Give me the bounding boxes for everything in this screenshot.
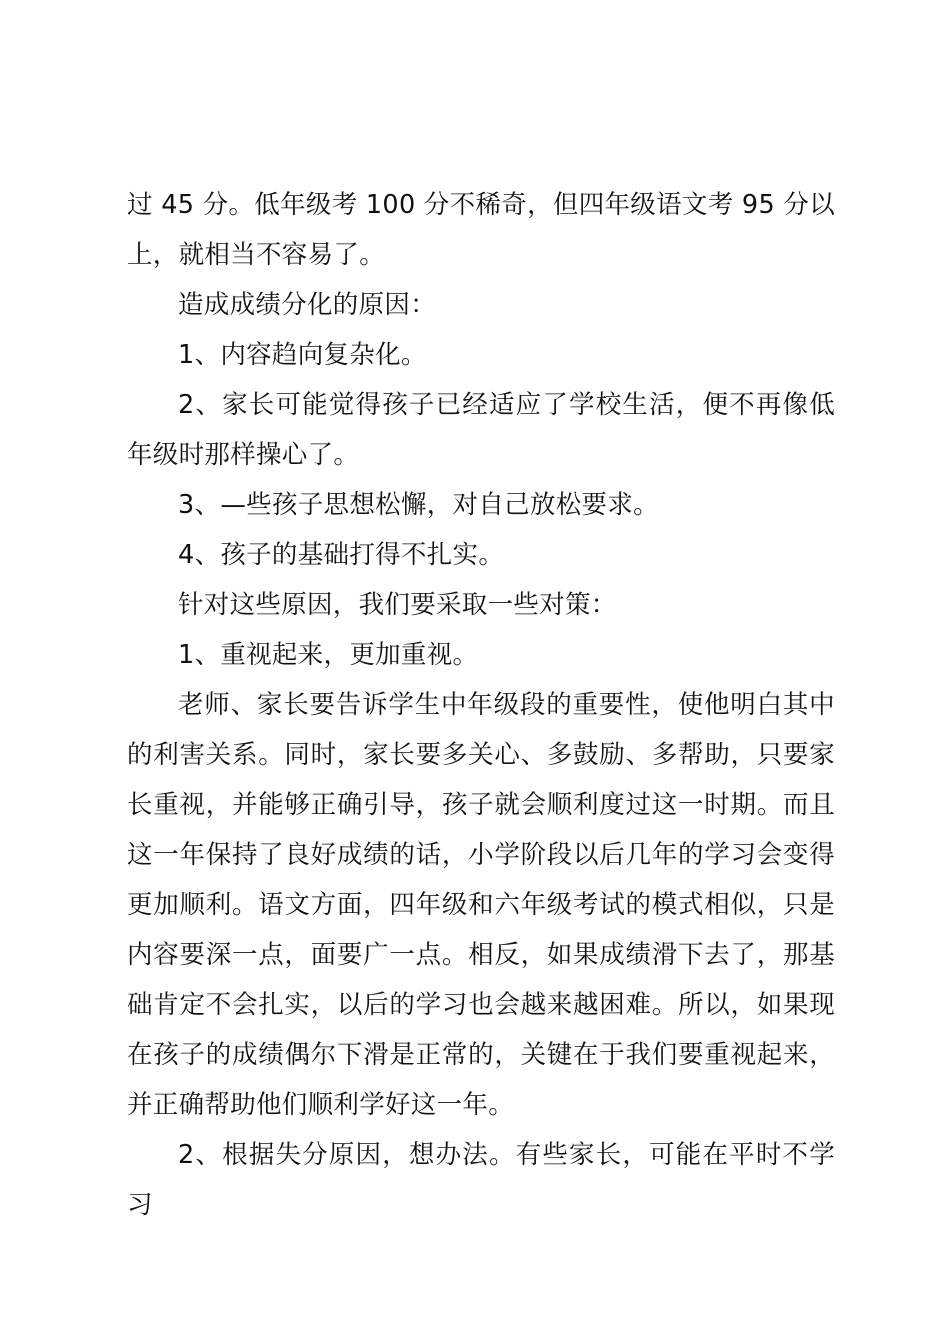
- document-body: [127, 180, 835, 1230]
- paragraph-measures-heading: 针对这些原因，我们要采取一些对策：: [178, 590, 617, 620]
- paragraph-measure-1: 1、重视起来，更加重视。: [178, 640, 479, 670]
- paragraph-cause-3: 3、—些孩子思想松懈，对自己放松要求。: [178, 490, 659, 520]
- paragraph-continuation: 过 45 分。低年级考 100 分不稀奇，但四年级语文考 95 分以上，就相当不容易了。: [127, 190, 835, 270]
- paragraph-cause-4: 4、孩子的基础打得不扎实。: [178, 540, 505, 570]
- paragraph-cause-1: 1、内容趋向复杂化。: [178, 340, 427, 370]
- paragraph-cause-2: 2、家长可能觉得孩子已经适应了学校生活，便不再像低年级时那样操心了。: [127, 390, 835, 470]
- paragraph-measure-1-detail: 老师、家长要告诉学生中年级段的重要性，使他明白其中的利害关系。同时，家长要多关心、多鼓励、多帮助，只要家长重视，并能够正确引导，孩子就会顺利度过这一时期。而且这一年保持了良好成绩的话，小学阶段以后几年的学习会变得更加顺利。语文方面，四年级和六年级考试的模式相似，只是内容要深一点，面要广一点。相反，如果成绩滑下去了，那基础肯定不会扎实，以后的学习也会越来越困难。所以，如果现在孩子的成绩偶尔下滑是正常的，关键在于我们要重视起来，并正确帮助他们顺利学好这一年。: [127, 690, 835, 1120]
- paragraph-causes-heading: 造成成绩分化的原因：: [178, 290, 437, 320]
- paragraph-measure-2: 2、根据失分原因，想办法。有些家长，可能在平时不学习: [127, 1140, 835, 1220]
